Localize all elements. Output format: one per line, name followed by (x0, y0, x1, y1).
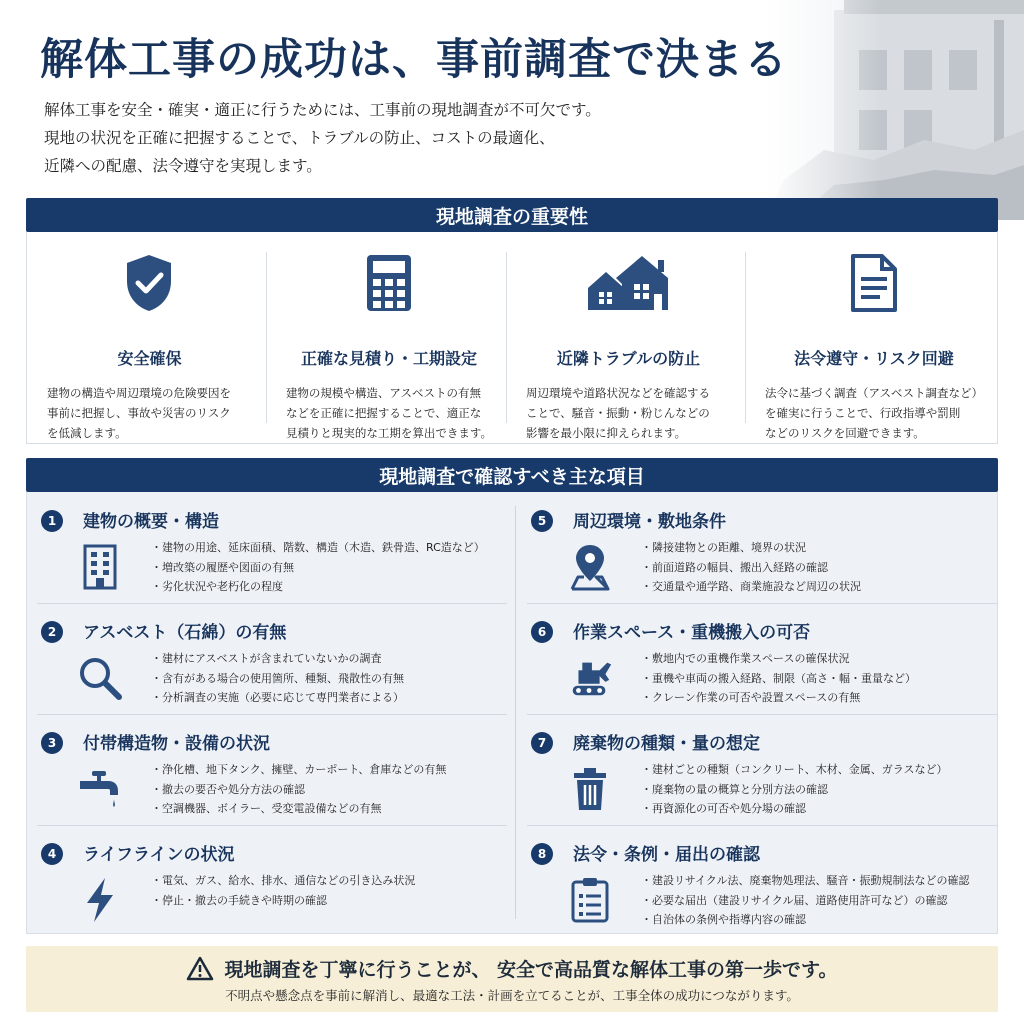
desc-line: 建物の規模や構造、アスベストの有無 (285, 386, 481, 400)
importance-card-desc (286, 383, 492, 443)
excavator-icon (565, 653, 615, 703)
bullet: ・劣化状況や老朽化の程度 (151, 580, 283, 593)
item-bullets (151, 871, 415, 910)
item-title: アスベスト（石綿）の有無 (83, 623, 287, 643)
bullet: ・建設リサイクル法、廃棄物処理法、騒音・振動規制法などの確認 (641, 874, 970, 887)
importance-card (506, 232, 745, 443)
item-number-badge: 3 (41, 732, 63, 754)
houses-icon (526, 250, 731, 316)
item-title: 廃棄物の種類・量の想定 (573, 734, 760, 754)
importance-card-desc (47, 383, 252, 443)
document-icon (765, 250, 983, 316)
faucet-icon (75, 764, 125, 814)
bullet: ・自治体の条例や指導内容の確認 (641, 913, 806, 926)
bullet: ・前面道路の幅員、搬出入経路の確認 (641, 560, 828, 574)
item-title: 周辺環境・敷地条件 (573, 512, 726, 532)
footer-main-text: 現地調査を丁寧に行うことが、 安全で高品質な解体工事の第一歩です。 (224, 959, 838, 981)
item-number-badge: 6 (531, 621, 553, 643)
intro-line: 現地の状況を正確に把握することで、トラブルの防止、コストの最適化、 (44, 129, 555, 147)
intro-line: 解体工事を安全・確実・適正に行うためには、工事前の現地調査が不可欠です。 (44, 101, 601, 119)
desc-line: を確実に行うことで、行政指導や罰則 (764, 406, 961, 420)
footer-callout (26, 946, 998, 1012)
item-number-badge: 8 (531, 843, 553, 865)
importance-card-title: 正確な見積り・工期設定 (300, 349, 477, 368)
checklist-panel (26, 492, 998, 934)
bullet: ・撤去の要否や処分方法の確認 (151, 782, 305, 796)
checklist-item (527, 825, 997, 936)
importance-card (27, 232, 266, 443)
bullet: ・分析調査の実施（必要に応じて専門業者による） (151, 691, 404, 704)
desc-line: などを正確に把握することで、適正な (285, 406, 482, 420)
bullet: ・電気、ガス、給水、排水、通信などの引き込み状況 (151, 874, 416, 887)
bullet: ・再資源化の可否や処分場の確認 (641, 802, 806, 815)
item-bullets (151, 538, 485, 597)
intro-text (44, 96, 601, 180)
desc-line: 事前に把握し、事故や災害のリスク (47, 406, 231, 420)
item-title: ライフラインの状況 (83, 845, 235, 865)
item-number-badge: 5 (531, 510, 553, 532)
footer-main (26, 955, 998, 982)
desc-line: ことで、騒音・振動・粉じんなどの (526, 406, 710, 420)
checklist-heading: 現地調査で確認すべき主な項目 (26, 458, 998, 492)
item-number-badge: 7 (531, 732, 553, 754)
item-title: 建物の概要・構造 (83, 512, 219, 532)
checklist-left-column (37, 492, 507, 936)
item-number-badge: 4 (41, 843, 63, 865)
bullet: ・含有がある場合の使用箇所、種類、飛散性の有無 (151, 671, 404, 685)
item-bullets (641, 871, 969, 930)
importance-panel (26, 232, 998, 444)
bullet: ・敷地内での重機作業スペースの確保状況 (641, 652, 850, 665)
importance-card-desc (765, 383, 983, 443)
item-bullets (641, 760, 947, 819)
bullet: ・増改築の履歴や図面の有無 (151, 560, 294, 574)
shield-check-icon (47, 250, 252, 316)
page-title: 解体工事の成功は、事前調査で決まる (40, 35, 788, 85)
item-bullets (151, 760, 446, 819)
importance-card (266, 232, 506, 443)
bullet: ・重機や車両の搬入経路、制限（高さ・幅・重量など） (641, 671, 916, 685)
desc-line: 法令に基づく調査（アスベスト調査など） (764, 386, 983, 400)
checklist-item (527, 492, 997, 603)
desc-line: を低減します。 (47, 426, 127, 440)
item-bullets (641, 649, 916, 708)
importance-card (745, 232, 997, 443)
warning-icon (186, 956, 214, 981)
desc-line: 周辺環境や道路状況などを確認する (526, 386, 711, 400)
footer-sub-text: 不明点や懸念点を事前に解消し、最適な工法・計画を立てることが、工事全体の成功につながります。 (225, 988, 799, 1003)
item-title: 作業スペース・重機搬入の可否 (573, 623, 811, 643)
bullet: ・交通量や通学路、商業施設など周辺の状況 (641, 580, 861, 593)
bullet: ・浄化槽、地下タンク、擁壁、カーポート、倉庫などの有無 (151, 763, 447, 776)
map-pin-icon (565, 542, 615, 592)
intro-line: 近隣への配慮、法令遵守を実現します。 (44, 157, 322, 175)
bullet: ・停止・撤去の手続きや時期の確認 (151, 893, 327, 907)
calculator-icon (286, 250, 492, 316)
bullet: ・必要な届出（建設リサイクル届、道路使用許可など）の確認 (641, 893, 948, 907)
checklist-item (37, 603, 507, 714)
bullet: ・廃棄物の量の概算と分別方法の確認 (641, 782, 828, 796)
importance-card-title: 近隣トラブルの防止 (556, 349, 701, 368)
item-bullets (641, 538, 861, 597)
item-title: 法令・条例・届出の確認 (573, 845, 760, 865)
bullet: ・空調機器、ボイラー、受変電設備などの有無 (151, 802, 382, 815)
checklist-item (37, 825, 507, 936)
lightning-icon (75, 875, 125, 925)
checklist-right-column (527, 492, 997, 936)
importance-heading: 現地調査の重要性 (26, 198, 998, 232)
trash-icon (565, 764, 615, 814)
checklist-item (527, 714, 997, 825)
checklist-item (37, 714, 507, 825)
desc-line: 建物の構造や周辺環境の危険要因を (47, 386, 231, 400)
desc-line: 影響を最小限に抑えられます。 (526, 426, 687, 440)
checklist-item (527, 603, 997, 714)
magnifier-icon (75, 653, 125, 703)
importance-card-desc (526, 383, 731, 443)
item-number-badge: 1 (41, 510, 63, 532)
desc-line: などのリスクを回避できます。 (764, 426, 925, 440)
bullet: ・クレーン作業の可否や設置スペースの有無 (641, 691, 861, 704)
importance-card-title: 法令遵守・リスク回避 (794, 349, 954, 368)
item-bullets (151, 649, 404, 708)
item-title: 付帯構造物・設備の状況 (83, 734, 270, 754)
bullet: ・隣接建物との距離、境界の状況 (641, 541, 806, 554)
item-number-badge: 2 (41, 621, 63, 643)
demolition-building-illustration (764, 0, 1024, 220)
importance-card-title: 安全確保 (117, 349, 182, 368)
column-divider (515, 506, 516, 919)
clipboard-icon (565, 875, 615, 925)
building-icon (75, 542, 125, 592)
bullet: ・建材ごとの種類（コンクリート、木材、金属、ガラスなど） (641, 763, 948, 776)
bullet: ・建物の用途、延床面積、階数、構造（木造、鉄骨造、RC造など） (151, 541, 485, 554)
bullet: ・建材にアスベストが含まれていないかの調査 (151, 652, 382, 665)
checklist-item (37, 492, 507, 603)
desc-line: 見積りと現実的な工期を算出できます。 (285, 426, 493, 440)
